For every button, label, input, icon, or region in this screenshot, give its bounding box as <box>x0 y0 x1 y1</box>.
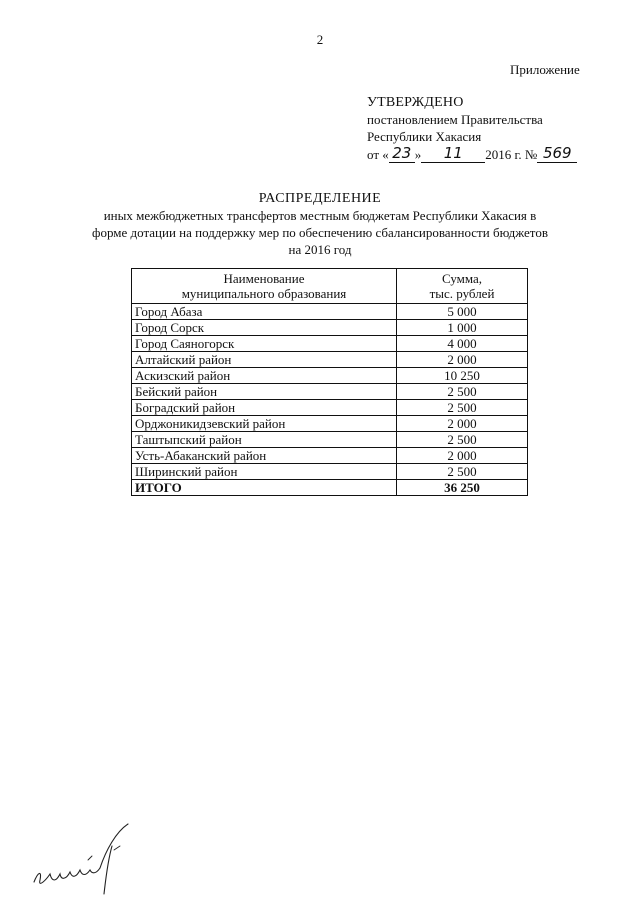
municipality-name: Усть-Абаканский район <box>132 448 397 464</box>
total-amount: 36 250 <box>397 480 528 496</box>
table-row <box>132 304 528 320</box>
table-row <box>132 320 528 336</box>
day-suffix: » <box>414 147 422 162</box>
approval-day: 23 <box>389 145 415 163</box>
table-row <box>132 352 528 368</box>
municipality-name: Город Абаза <box>132 304 397 320</box>
table-row <box>132 400 528 416</box>
heading-title: РАСПРЕДЕЛЕНИЕ <box>258 191 382 206</box>
municipality-name: Ширинский район <box>132 464 397 480</box>
amount: 2 500 <box>397 464 528 480</box>
table-row <box>132 384 528 400</box>
table-row <box>132 448 528 464</box>
municipality-name: Боградский район <box>132 400 397 416</box>
table-header-row <box>132 269 528 304</box>
approval-number: 569 <box>537 145 577 163</box>
municipality-name: Город Саяногорск <box>132 336 397 352</box>
amount: 2 000 <box>397 416 528 432</box>
amount: 5 000 <box>397 304 528 320</box>
municipality-name: Аскизский район <box>132 368 397 384</box>
handwritten-signature <box>28 820 138 900</box>
approval-title: УТВЕРЖДЕНО <box>367 95 464 110</box>
table-row <box>132 336 528 352</box>
total-label: ИТОГО <box>132 480 397 496</box>
amount: 2 500 <box>397 432 528 448</box>
heading-line-2: форме дотации на поддержку мер по обеспечению сбалансированности бюджетов <box>92 225 548 240</box>
municipality-name: Город Сорск <box>132 320 397 336</box>
column-header-sum <box>397 269 528 304</box>
table-row <box>132 368 528 384</box>
approval-line-1: постановлением Правительства <box>367 112 543 127</box>
approval-date-line <box>367 145 577 163</box>
amount: 2 000 <box>397 448 528 464</box>
table-row <box>132 464 528 480</box>
header-sum-line-2: тыс. рублей <box>429 286 495 301</box>
distribution-table <box>131 268 528 496</box>
amount: 2 500 <box>397 384 528 400</box>
date-prefix: от « <box>367 147 389 162</box>
municipality-name: Таштыпский район <box>132 432 397 448</box>
year-text: 2016 г. № <box>485 147 538 162</box>
amount: 10 250 <box>397 368 528 384</box>
municipality-name: Орджоникидзевский район <box>132 416 397 432</box>
page-number: 2 <box>316 32 324 47</box>
heading-line-1: иных межбюджетных трансфертов местным бюджетам Республики Хакасия в <box>103 208 537 223</box>
approval-month: 11 <box>421 145 485 163</box>
total-row <box>132 480 528 496</box>
approval-line-2: Республики Хакасия <box>367 129 482 144</box>
header-sum-line-1: Сумма, <box>441 271 483 286</box>
appendix-label: Приложение <box>510 62 580 77</box>
municipality-name: Алтайский район <box>132 352 397 368</box>
table-row <box>132 416 528 432</box>
amount: 1 000 <box>397 320 528 336</box>
approval-block <box>367 94 577 163</box>
municipality-name: Бейский район <box>132 384 397 400</box>
header-name-line-2: муниципального образования <box>181 286 347 301</box>
amount: 2 000 <box>397 352 528 368</box>
amount: 4 000 <box>397 336 528 352</box>
column-header-name <box>132 269 397 304</box>
table-row <box>132 432 528 448</box>
header-name-line-1: Наименование <box>223 271 305 286</box>
amount: 2 500 <box>397 400 528 416</box>
document-heading <box>0 190 640 258</box>
heading-line-3: на 2016 год <box>288 242 352 257</box>
